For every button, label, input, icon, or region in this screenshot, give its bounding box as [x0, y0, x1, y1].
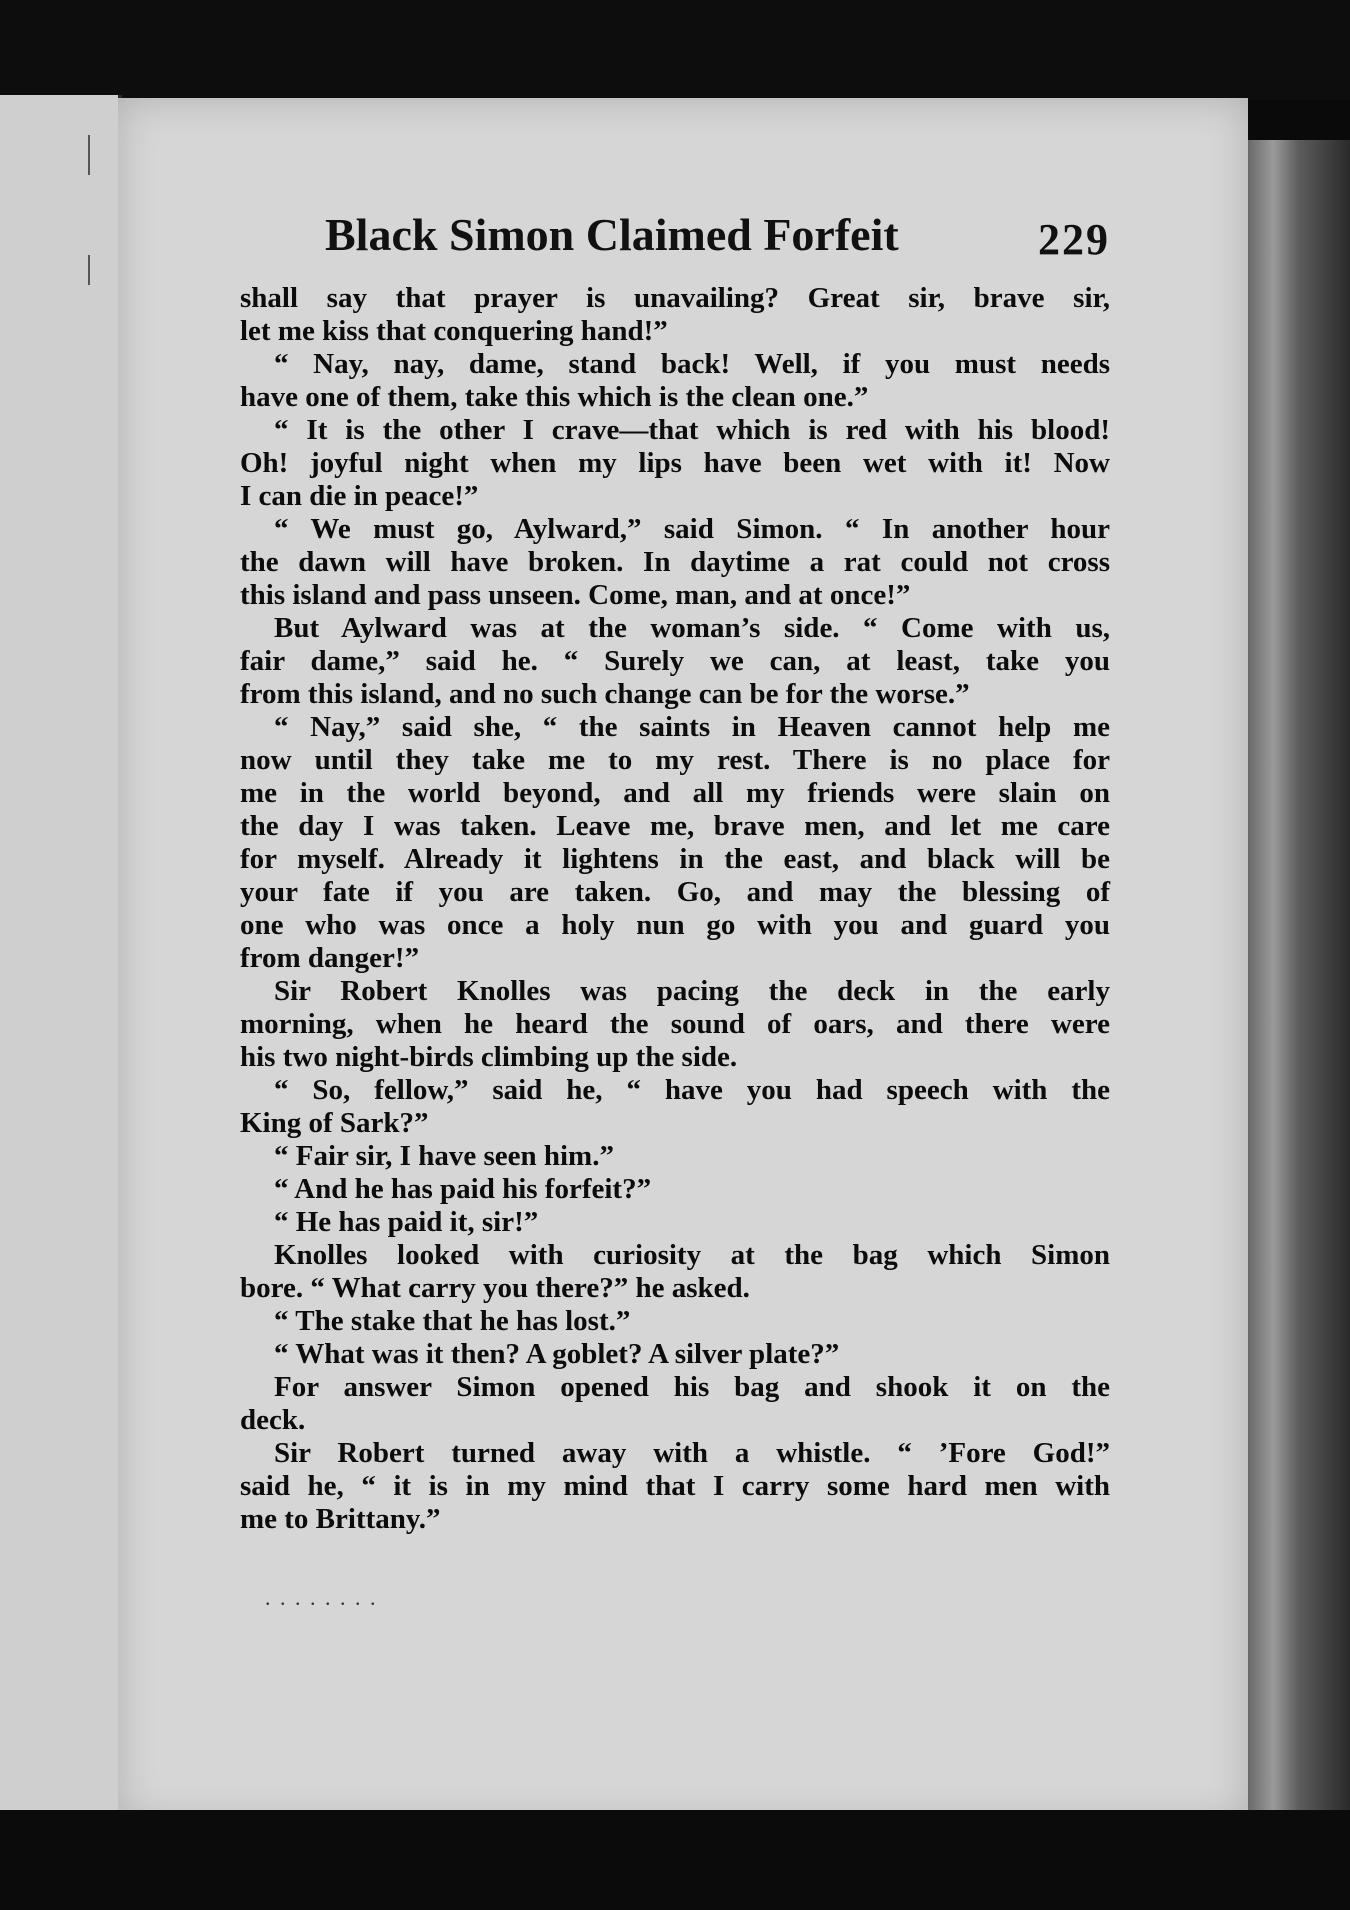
text-line: me in the world beyond, and all my friends were slain on [240, 777, 1110, 809]
text-line: your fate if you are taken. Go, and may the blessing of [240, 876, 1110, 908]
text-line: the day I was taken. Leave me, brave men, and let me care [240, 810, 1110, 842]
text-line: “ It is the other I crave—that which is red with his blood! [274, 414, 1110, 446]
facing-page-edge [0, 95, 122, 1810]
ink-specks: . . . . . . . . [265, 1585, 378, 1610]
running-header [205, 208, 1110, 268]
text-line: “ So, fellow,” said he, “ have you had speech with the [274, 1074, 1110, 1106]
text-line: said he, “ it is in my mind that I carry some hard men with [240, 1470, 1110, 1502]
text-line: from danger!” [240, 942, 420, 974]
text-line: “ Nay, nay, dame, stand back! Well, if you must needs [274, 348, 1110, 380]
text-line: shall say that prayer is unavailing? Great sir, brave sir, [240, 282, 1110, 314]
text-line: For answer Simon opened his bag and shook it on the [274, 1371, 1110, 1403]
text-line: from this island, and no such change can be for the worse.” [240, 678, 970, 710]
scan-top-border [0, 0, 1350, 100]
text-line: “ Fair sir, I have seen him.” [274, 1140, 614, 1172]
page-stack-edge [1248, 140, 1350, 1830]
text-line: But Aylward was at the woman’s side. “ Come with us, [274, 612, 1110, 644]
text-line: this island and pass unseen. Come, man, and at once!” [240, 579, 911, 611]
text-line: me to Brittany.” [240, 1503, 441, 1535]
page-number: 229 [1038, 215, 1110, 264]
text-line: “ And he has paid his forfeit?” [274, 1173, 652, 1205]
text-line: “ Nay,” said she, “ the saints in Heaven cannot help me [274, 711, 1110, 743]
text-line: “ The stake that he has lost.” [274, 1305, 631, 1337]
text-line: let me kiss that conquering hand!” [240, 315, 668, 347]
text-line: King of Sark?” [240, 1107, 429, 1139]
text-line: Oh! joyful night when my lips have been wet with it! Now [240, 447, 1110, 479]
text-line: his two night-birds climbing up the side. [240, 1041, 738, 1073]
text-line: for myself. Already it lightens in the east, and black will be [240, 843, 1110, 875]
text-line: bore. “ What carry you there?” he asked. [240, 1272, 750, 1304]
text-line: Sir Robert Knolles was pacing the deck in the early [274, 975, 1110, 1007]
body-text [240, 282, 1110, 1536]
text-line: now until they take me to my rest. There is no place for [240, 744, 1110, 776]
text-line: “ What was it then? A goblet? A silver plate?” [274, 1338, 840, 1370]
text-line: “ He has paid it, sir!” [274, 1206, 539, 1238]
text-line: morning, when he heard the sound of oars, and there were [240, 1008, 1110, 1040]
margin-mark [88, 255, 90, 285]
text-line: “ We must go, Aylward,” said Simon. “ In another hour [274, 513, 1110, 545]
text-line: I can die in peace!” [240, 480, 479, 512]
text-line: the dawn will have broken. In daytime a rat could not cross [240, 546, 1110, 578]
text-line: Knolles looked with curiosity at the bag which Simon [274, 1239, 1110, 1271]
text-line: fair dame,” said he. “ Surely we can, at least, take you [240, 645, 1110, 677]
text-line: Sir Robert turned away with a whistle. “ ’Fore God!” [274, 1437, 1110, 1469]
running-title: Black Simon Claimed Forfeit [325, 209, 899, 260]
scan-bottom-border [0, 1810, 1350, 1910]
text-line: deck. [240, 1404, 306, 1436]
margin-mark [88, 135, 90, 175]
text-line: one who was once a holy nun go with you and guard you [240, 909, 1110, 941]
text-line: have one of them, take this which is the clean one.” [240, 381, 869, 413]
